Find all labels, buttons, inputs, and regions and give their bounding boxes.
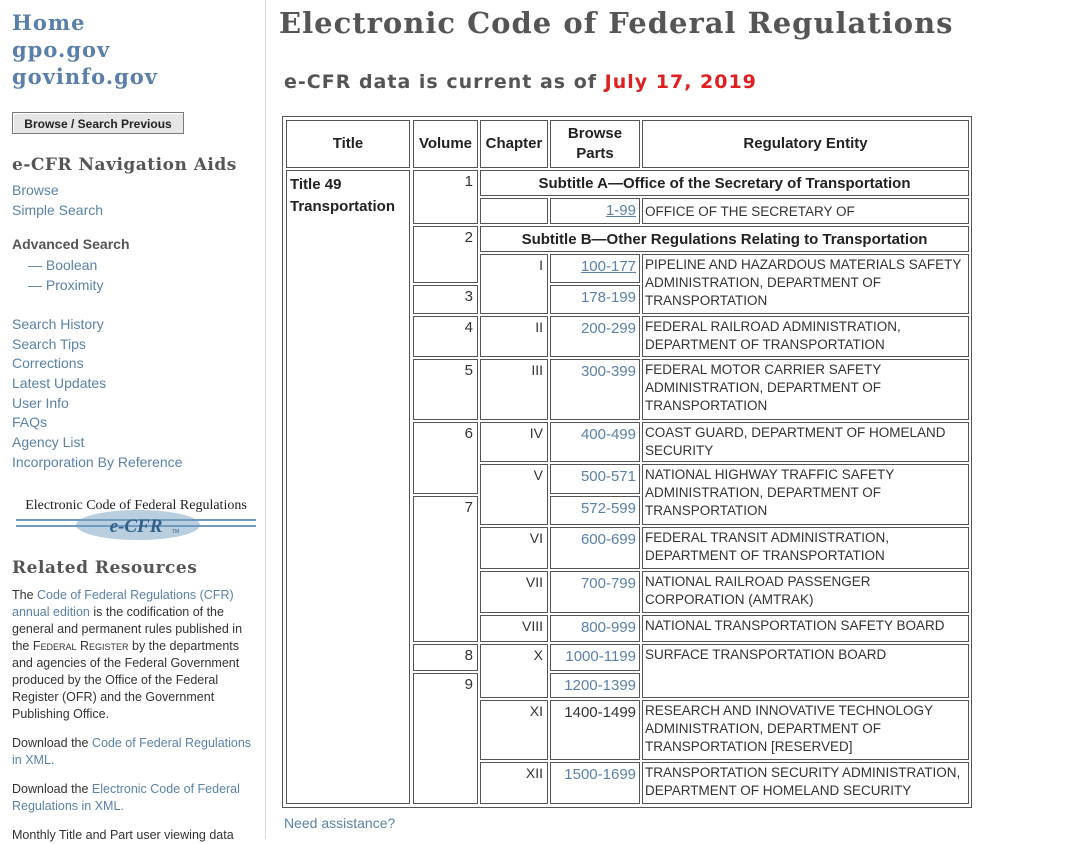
chapter-cell [480,198,548,224]
chapter-cell: XII [480,762,548,804]
volume-cell: 2 [413,226,478,283]
cfr-table [282,116,972,808]
parts-cell-text: 1400-1499 [550,700,640,760]
parts-cell [550,615,640,642]
parts-cell [550,496,640,525]
parts-link-1-99[interactable]: 1-99 [605,202,636,219]
nav-faqs-link[interactable]: FAQs [12,414,48,430]
ecfr-xml-link[interactable]: Electronic Code of Federal Regulations in XML. [12,782,240,813]
nav-agency-list-link[interactable]: Agency List [12,434,85,450]
download-ecfr-xml [12,781,254,815]
entity-cell: NATIONAL RAILROAD PASSENGER CORPORATION (AMTRAK) [642,571,969,613]
logo-ecfr-text: e-CFR [109,516,163,537]
entity-cell: PIPELINE AND HAZARDOUS MATERIALS SAFETY ADMINISTRATION, DEPARTMENT OF TRANSPORTATION [642,254,969,314]
chapter-cell: VI [480,527,548,569]
chapter-cell: V [480,464,548,525]
parts-link-800-999[interactable]: 800-999 [580,619,636,636]
related-resources-heading: Related Resources [12,558,198,578]
parts-link-300-399[interactable]: 300-399 [580,363,636,380]
para1-post: by the departments and agencies of the Federal Government produced by the Office of the Federal Register (OFR) and the Government Publishing Office. [12,639,240,721]
download-cfr-xml [12,735,254,769]
para1-mid: is the codification of the general and permanent rules published in the [12,605,243,653]
parts-cell [550,762,640,804]
logo-tm-text: TM [172,529,180,535]
volume-cell: 9 [413,673,478,804]
para2-pre: Download the [12,736,92,750]
nav-simple-search-link[interactable]: Simple Search [12,202,104,218]
parts-link-600-699[interactable]: 600-699 [580,531,636,548]
parts-cell [550,316,640,357]
parts-link-1500-1699[interactable]: 1500-1699 [564,766,636,783]
home-link[interactable]: Home [12,10,86,35]
govinfo-link[interactable]: govinfo.gov [12,64,159,89]
subtitle-b: Subtitle B—Other Regulations Relating to Transportation [480,226,969,252]
chapter-cell: II [480,316,548,357]
nav-search-tips-link[interactable]: Search Tips [12,336,86,352]
volume-cell: 4 [413,316,478,357]
parts-cell [550,673,640,698]
parts-link-1200-1399[interactable]: 1200-1399 [564,677,636,694]
volume-cell: 6 [413,422,478,494]
nav-user-info-link[interactable]: User Info [12,395,69,411]
title-49-cell: Title 49 Transportation [286,170,410,804]
monthly-viewing-data: Monthly Title and Part user viewing data [12,828,234,842]
page-title: Electronic Code of Federal Regulations [279,6,954,40]
parts-link-572-599[interactable]: 572-599 [580,500,636,517]
header-volume: Volume [413,120,478,168]
nav-latest-updates-link[interactable]: Latest Updates [12,375,107,391]
volume-cell: 8 [413,644,478,671]
para1-pre: The [12,588,38,602]
volume-cell: 1 [413,170,478,224]
parts-link-100-177[interactable]: 100-177 [580,258,636,275]
chapter-cell: IV [480,422,548,462]
entity-cell: SURFACE TRANSPORTATION BOARD [642,644,969,698]
parts-cell [550,527,640,569]
nav-corrections-link[interactable]: Corrections [12,355,84,371]
cfr-description [12,587,254,723]
nav-incorporation-link[interactable]: Incorporation By Reference [12,454,183,470]
ecfr-logo[interactable] [14,492,258,542]
chapter-cell: I [480,254,548,314]
gpo-link[interactable]: gpo.gov [12,37,111,62]
chapter-cell: XI [480,700,548,760]
parts-cell [550,198,640,224]
header-regulatory-entity: Regulatory Entity [642,120,969,168]
volume-cell: 3 [413,285,478,314]
parts-link-200-299[interactable]: 200-299 [580,320,636,337]
nav-boolean-link[interactable]: — Boolean [28,257,98,273]
current-prefix: e-CFR data is current as of [284,71,605,93]
nav-proximity-link[interactable]: — Proximity [28,277,104,293]
entity-cell: NATIONAL HIGHWAY TRAFFIC SAFETY ADMINISTRATION, DEPARTMENT OF TRANSPORTATION [642,464,969,525]
parts-cell [550,571,640,613]
header-browse-parts: Browse Parts [550,120,640,168]
chapter-cell: X [480,644,548,698]
nav-browse-link[interactable]: Browse [12,182,59,198]
entity-cell: FEDERAL RAILROAD ADMINISTRATION, DEPARTMENT OF TRANSPORTATION [642,316,969,357]
entity-cell: NATIONAL TRANSPORTATION SAFETY BOARD [642,615,969,642]
volume-cell: 7 [413,496,478,642]
chapter-cell: VIII [480,615,548,642]
need-assistance-link[interactable]: Need assistance? [284,815,396,831]
ecfr-logo-graphic [14,492,258,542]
federal-register-text: Federal Register [32,639,129,653]
header-title: Title [286,120,410,168]
chapter-cell: III [480,359,548,420]
parts-link-700-799[interactable]: 700-799 [580,575,636,592]
parts-cell [550,644,640,671]
nav-aids-heading: e-CFR Navigation Aids [12,155,237,175]
entity-cell: FEDERAL MOTOR CARRIER SAFETY ADMINISTRATION, DEPARTMENT OF TRANSPORTATION [642,359,969,420]
chapter-cell: VII [480,571,548,613]
parts-link-178-199[interactable]: 178-199 [580,289,636,306]
logo-title-text: Electronic Code of Federal Regulations [25,498,247,513]
entity-cell: FEDERAL TRANSIT ADMINISTRATION, DEPARTMENT OF TRANSPORTATION [642,527,969,569]
entity-cell: OFFICE OF THE SECRETARY OF [642,198,969,224]
parts-cell [550,422,640,462]
para3-pre: Download the [12,782,92,796]
header-chapter: Chapter [480,120,548,168]
entity-cell: TRANSPORTATION SECURITY ADMINISTRATION, DEPARTMENT OF HOMELAND SECURITY [642,762,969,804]
current-date: July 17, 2019 [604,71,757,93]
sidebar [0,0,266,842]
advanced-search-heading: Advanced Search [12,236,130,252]
parts-link-500-571[interactable]: 500-571 [580,468,636,485]
cfr-xml-link[interactable]: Code of Federal Regulations in XML. [12,736,252,767]
parts-link-1000-1199[interactable]: 1000-1199 [565,648,636,665]
parts-cell [550,359,640,420]
parts-link-400-499[interactable]: 400-499 [580,426,636,443]
entity-cell: COAST GUARD, DEPARTMENT OF HOMELAND SECURITY [642,422,969,462]
nav-search-history-link[interactable]: Search History [12,316,104,332]
volume-cell: 5 [413,359,478,420]
parts-cell [550,285,640,314]
subtitle-a: Subtitle A—Office of the Secretary of Transportation [480,170,969,196]
current-as-of [284,71,757,93]
parts-cell [550,464,640,494]
browse-search-previous-button[interactable]: Browse / Search Previous [12,112,184,134]
parts-cell [550,254,640,283]
cfr-annual-edition-link[interactable]: Code of Federal Regulations (CFR) annual edition [12,588,234,619]
entity-cell: RESEARCH AND INNOVATIVE TECHNOLOGY ADMINISTRATION, DEPARTMENT OF TRANSPORTATION [RESERVED] [642,700,969,760]
